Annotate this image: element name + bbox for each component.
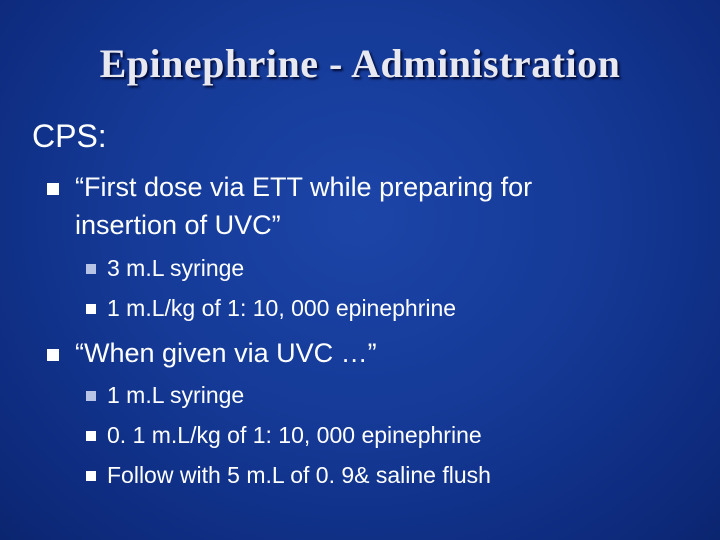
sub-bullet-text: Follow with 5 m.L of 0. 9& saline flush xyxy=(107,462,491,488)
bullet-text: “First dose via ETT while preparing for xyxy=(75,172,533,202)
sub-bullet-text: 3 m.L syringe xyxy=(107,255,245,281)
sub-bullet-text: 0. 1 m.L/kg of 1: 10, 000 epinephrine xyxy=(107,422,482,448)
square-bullet-icon xyxy=(47,349,59,361)
slide-title: Epinephrine - Administration xyxy=(99,41,621,86)
sub-bullet-text: 1 m.L syringe xyxy=(107,382,245,408)
bullet-text: insertion of UVC” xyxy=(75,210,281,240)
sub-bullet-text: 1 m.L/kg of 1: 10, 000 epinephrine xyxy=(107,295,457,321)
square-bullet-icon xyxy=(86,264,96,274)
square-bullet-icon xyxy=(47,183,59,195)
square-bullet-icon xyxy=(86,304,96,314)
square-bullet-icon xyxy=(86,431,96,441)
bullet-text: “When given via UVC …” xyxy=(75,338,377,368)
square-bullet-icon xyxy=(86,471,96,481)
square-bullet-icon xyxy=(86,391,96,401)
section-heading: CPS: xyxy=(32,118,107,154)
